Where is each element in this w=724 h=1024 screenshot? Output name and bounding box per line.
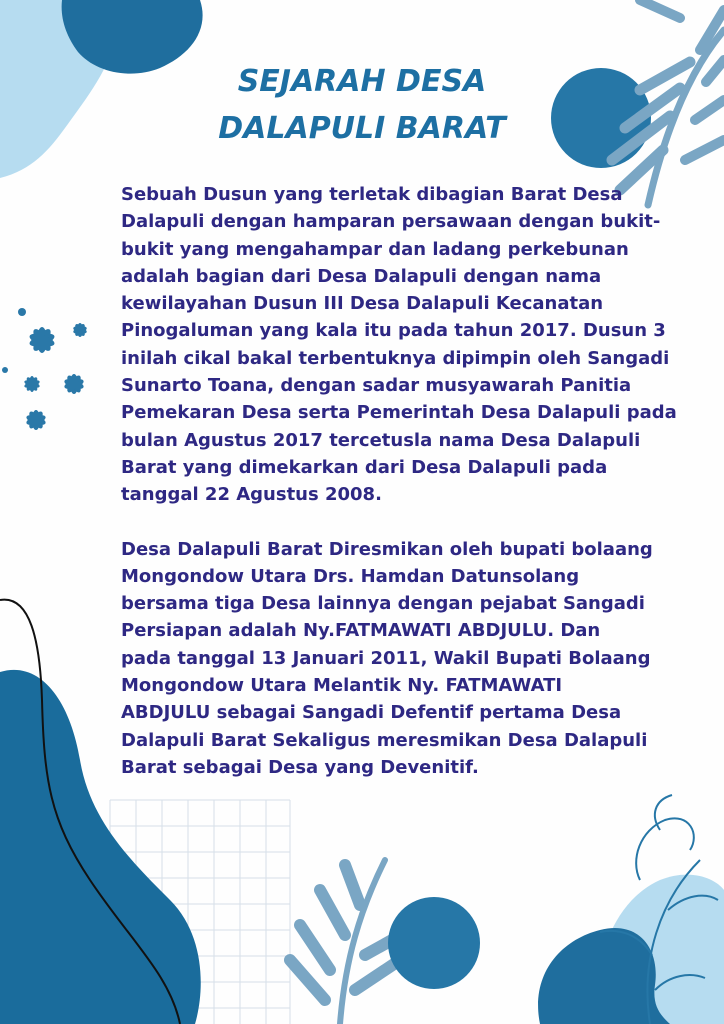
circle-bottom-center	[388, 897, 480, 989]
text-line: Mongondow Utara Melantik Ny. FATMAWATI	[121, 675, 563, 697]
text-line: Pemekaran Desa serta Pemerintah Desa Dalapuli pada	[121, 402, 677, 424]
text-line: inilah cikal bakal terbentuknya dipimpin oleh Sangadi	[121, 347, 670, 369]
text-line: Sunarto Toana, dengan sadar musyawarah Panitia	[121, 375, 632, 397]
text-line: bukit yang mengahampar dan ladang perkebunan	[121, 238, 629, 260]
text-line: kewilayahan Dusun III Desa Dalapuli Kecanatan	[121, 293, 604, 315]
text-line: bulan Agustus 2017 tercetusla nama Desa Dalapuli	[121, 429, 641, 451]
text-line: Pinogaluman yang kala itu pada tahun 2017. Dusun 3	[121, 320, 666, 342]
flowers-left	[2, 308, 88, 430]
page-title	[150, 58, 574, 152]
text-line: Barat yang dimekarkan dari Desa Dalapuli pada	[121, 456, 608, 478]
text-line: Persiapan adalah Ny.FATMAWATI ABDJULU. Dan	[121, 620, 601, 642]
text-line: Dalapuli Barat Sekaligus meresmikan Desa Dalapuli	[121, 729, 648, 751]
paragraph-2	[121, 536, 711, 782]
text-line: adalah bagian dari Desa Dalapuli dengan nama	[121, 265, 602, 287]
history-text	[121, 181, 711, 781]
title-line-2: DALAPULI BARAT	[218, 111, 506, 146]
text-line: Desa Dalapuli Barat Diresmikan oleh bupati bolaang	[121, 538, 653, 560]
text-line: Dalapuli dengan hamparan persawaan dengan bukit-	[121, 211, 661, 233]
title-line-1: SEJARAH DESA	[237, 64, 487, 99]
paragraph-gap	[121, 509, 711, 536]
text-line: Sebuah Dusun yang terletak dibagian Barat Desa	[121, 184, 623, 205]
text-line: Barat sebagai Desa yang Devenitif.	[121, 756, 479, 778]
text-line: Mongondow Utara Drs. Hamdan Datunsolang	[121, 565, 580, 587]
text-line: pada tanggal 13 Januari 2011, Wakil Bupati Bolaang	[121, 647, 651, 669]
text-line: bersama tiga Desa lainnya dengan pejabat Sangadi	[121, 593, 645, 615]
text-line: tanggal 22 Agustus 2008.	[121, 484, 382, 506]
text-line: ABDJULU sebagai Sangadi Defentif pertama Desa	[121, 702, 622, 724]
paragraph-1	[121, 181, 711, 509]
